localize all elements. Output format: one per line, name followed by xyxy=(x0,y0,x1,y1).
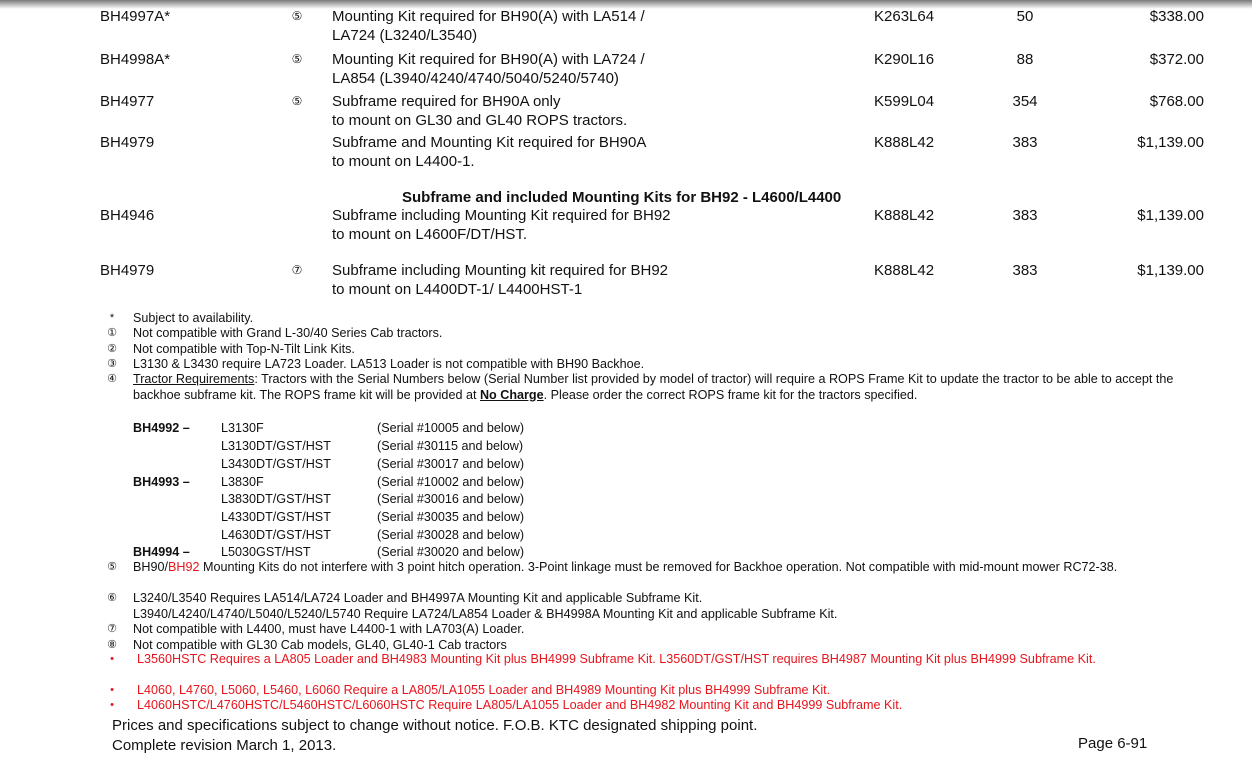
description-line-1: Mounting Kit required for BH90(A) with LA514 / xyxy=(332,8,645,25)
footnote-text xyxy=(133,560,1195,576)
serial-model: L3830DT/GST/HST xyxy=(221,492,331,506)
serial-range: (Serial #30028 and below) xyxy=(377,528,525,542)
footnote-text: Not compatible with L4400, must have L4400-1 with LA703(A) Loader. xyxy=(133,622,525,636)
serial-model: L4630DT/GST/HST xyxy=(221,528,331,542)
description-line-2: to mount on GL30 and GL40 ROPS tractors. xyxy=(332,112,628,129)
weight: 50 xyxy=(1016,8,1034,25)
footnote-text: L3130 & L3430 require LA723 Loader. LA513 Loader is not compatible with BH90 Backhoe. xyxy=(133,357,645,371)
description-line-1: Subframe and Mounting Kit required for BH90A xyxy=(332,134,647,151)
serial-range: (Serial #30016 and below) xyxy=(377,492,525,506)
footnote-symbol: ① xyxy=(107,327,117,339)
part-number: BH4998A* xyxy=(100,51,171,68)
note-marker: ⑦ xyxy=(291,263,303,277)
serial-group-label: BH4992 – xyxy=(133,421,190,435)
bh92-red-text: BH92 xyxy=(168,560,200,574)
price: $338.00 xyxy=(1149,8,1204,25)
note-marker: ⑤ xyxy=(291,9,303,23)
item-code: K888L42 xyxy=(874,207,935,224)
footnote-symbol: * xyxy=(109,312,115,324)
page-number: Page 6-91 xyxy=(1078,735,1148,752)
description-line-1: Mounting Kit required for BH90(A) with LA724 / xyxy=(332,51,645,68)
footnote-text-line-2: L3940/L4240/L4740/L5040/L5240/L5740 Require LA724/LA854 Loader & BH4998A Mounting Kit and applicable Subframe Kit. xyxy=(133,606,838,621)
serial-range: (Serial #30115 and below) xyxy=(377,439,524,453)
bullet-icon: • xyxy=(110,699,114,711)
weight: 88 xyxy=(1016,51,1034,68)
footnote-text: Not compatible with GL30 Cab models, GL40, GL40-1 Cab tractors xyxy=(133,638,507,652)
footnote-text: L4060HSTC/L4760HSTC/L5460HSTC/L6060HSTC Require LA805/LA1055 Loader and BH4982 Mounting Kit and BH4999 Subframe Kit. xyxy=(137,698,903,712)
footnote-4 xyxy=(105,372,1195,403)
price-disclaimer: Prices and specifications subject to change without notice. F.O.B. KTC designated shipping point. xyxy=(112,717,758,734)
serial-model: L3430DT/GST/HST xyxy=(221,457,331,471)
part-number: BH4979 xyxy=(100,262,155,279)
description-line-2: to mount on L4400DT-1/ L4400HST-1 xyxy=(332,281,583,298)
serial-group-label: BH4993 – xyxy=(133,475,190,489)
description-line-1: Subframe including Mounting Kit required for BH92 xyxy=(332,207,671,224)
footnote-symbol: ⑥ xyxy=(107,592,117,604)
weight: 354 xyxy=(1012,93,1038,110)
footnote-red-1 xyxy=(105,652,1195,668)
weight: 383 xyxy=(1012,262,1038,279)
bullet-icon: • xyxy=(110,684,114,696)
note-marker: ⑤ xyxy=(291,94,303,108)
item-code: K888L42 xyxy=(874,262,935,279)
serial-model: L3130F xyxy=(221,421,264,435)
section-heading: Subframe and included Mounting Kits for BH92 - L4600/L4400 xyxy=(402,189,842,206)
footnote-symbol: ④ xyxy=(107,373,117,385)
footnote-symbol: ③ xyxy=(107,358,117,370)
footnote-text: Not compatible with Top-N-Tilt Link Kits. xyxy=(133,342,355,356)
footnote-text: Subject to availability. xyxy=(133,311,254,325)
footnote-text-part: BH90/ xyxy=(133,560,169,574)
footnote-text: L4060, L4760, L5060, L5460, L6060 Require a LA805/LA1055 Loader and BH4989 Mounting Kit plus BH4999 Subframe Kit. xyxy=(137,683,831,697)
tractor-requirements-label: Tractor Requirements xyxy=(133,372,255,386)
item-code: K290L16 xyxy=(874,51,935,68)
part-number: BH4946 xyxy=(100,207,155,224)
serial-model: L3130DT/GST/HST xyxy=(221,439,331,453)
footnote-red-3 xyxy=(105,698,1195,714)
note-marker: ⑤ xyxy=(291,52,303,66)
footnote-symbol: ⑤ xyxy=(107,561,117,573)
serial-group-label: BH4994 – xyxy=(133,545,190,559)
weight: 383 xyxy=(1012,207,1038,224)
weight: 383 xyxy=(1012,134,1038,151)
description-line-1: Subframe including Mounting kit required for BH92 xyxy=(332,262,669,279)
serial-range: (Serial #30020 and below) xyxy=(377,545,525,559)
footnote-text xyxy=(133,372,1195,403)
price: $1,139.00 xyxy=(1137,134,1204,151)
footnote-asterisk xyxy=(105,311,1195,327)
serial-range: (Serial #10002 and below) xyxy=(377,475,525,489)
serial-range: (Serial #10005 and below) xyxy=(377,421,525,435)
part-number: BH4997A* xyxy=(100,8,171,25)
footnote-6 xyxy=(105,591,1195,622)
item-code: K599L04 xyxy=(874,93,935,110)
description-line-2: to mount on L4400-1. xyxy=(332,153,475,170)
price: $1,139.00 xyxy=(1137,262,1204,279)
footnote-symbol: ⑧ xyxy=(107,639,117,651)
description-line-2: LA724 (L3240/L3540) xyxy=(332,27,478,44)
footnote-1 xyxy=(105,326,1195,342)
footnote-text: L3560HSTC Requires a LA805 Loader and BH4983 Mounting Kit plus BH4999 Subframe Kit. L3560DT/GST/HST requires BH4987 Mounting Kit plus BH4999 Subframe Kit. xyxy=(137,652,1096,666)
footnote-text-part: . Please order the correct ROPS frame kit for the tractors specified. xyxy=(543,387,918,402)
footnote-symbol: ② xyxy=(107,343,117,355)
serial-range: (Serial #30035 and below) xyxy=(377,510,525,524)
footnote-text: Not compatible with Grand L-30/40 Series Cab tractors. xyxy=(133,326,443,340)
footnote-5 xyxy=(105,560,1195,576)
revision-date: Complete revision March 1, 2013. xyxy=(112,737,337,754)
price: $372.00 xyxy=(1149,51,1204,68)
description-line-2: to mount on L4600F/DT/HST. xyxy=(332,226,528,243)
serial-model: L3830F xyxy=(221,475,264,489)
footnote-text-line-1: L3240/L3540 Requires LA514/LA724 Loader and BH4997A Mounting Kit and applicable Subframe Kit. xyxy=(133,591,703,605)
bullet-icon: • xyxy=(110,653,114,665)
serial-model: L5030GST/HST xyxy=(221,545,311,559)
footnote-red-2 xyxy=(105,683,1195,699)
price: $768.00 xyxy=(1149,93,1204,110)
item-code: K263L64 xyxy=(874,8,935,25)
serial-model: L4330DT/GST/HST xyxy=(221,510,331,524)
serial-range: (Serial #30017 and below) xyxy=(377,457,525,471)
footnote-7 xyxy=(105,622,1195,638)
footnote-symbol: ⑦ xyxy=(107,623,117,635)
footnote-3 xyxy=(105,357,1195,373)
part-number: BH4977 xyxy=(100,93,155,110)
description-line-1: Subframe required for BH90A only xyxy=(332,93,561,110)
description-line-2: LA854 (L3940/4240/4740/5040/5240/5740) xyxy=(332,70,619,87)
part-number: BH4979 xyxy=(100,134,155,151)
no-charge-text: No Charge xyxy=(479,387,544,402)
price: $1,139.00 xyxy=(1137,207,1204,224)
footnote-text-part: Mounting Kits do not interfere with 3 point hitch operation. 3-Point linkage must be removed for Backhoe operation. Not compatible with mid-mount mower RC72-38. xyxy=(199,560,1118,574)
footnote-text-part: : Tractors with the Serial Numbers below (Serial Number list provided by model of tractor) will require a ROPS Frame Kit to update the tractor to be able to accept the backhoe subframe kit. The ROPS frame kit will be provided at xyxy=(133,372,1174,402)
item-code: K888L42 xyxy=(874,134,935,151)
footnote-2 xyxy=(105,342,1195,358)
